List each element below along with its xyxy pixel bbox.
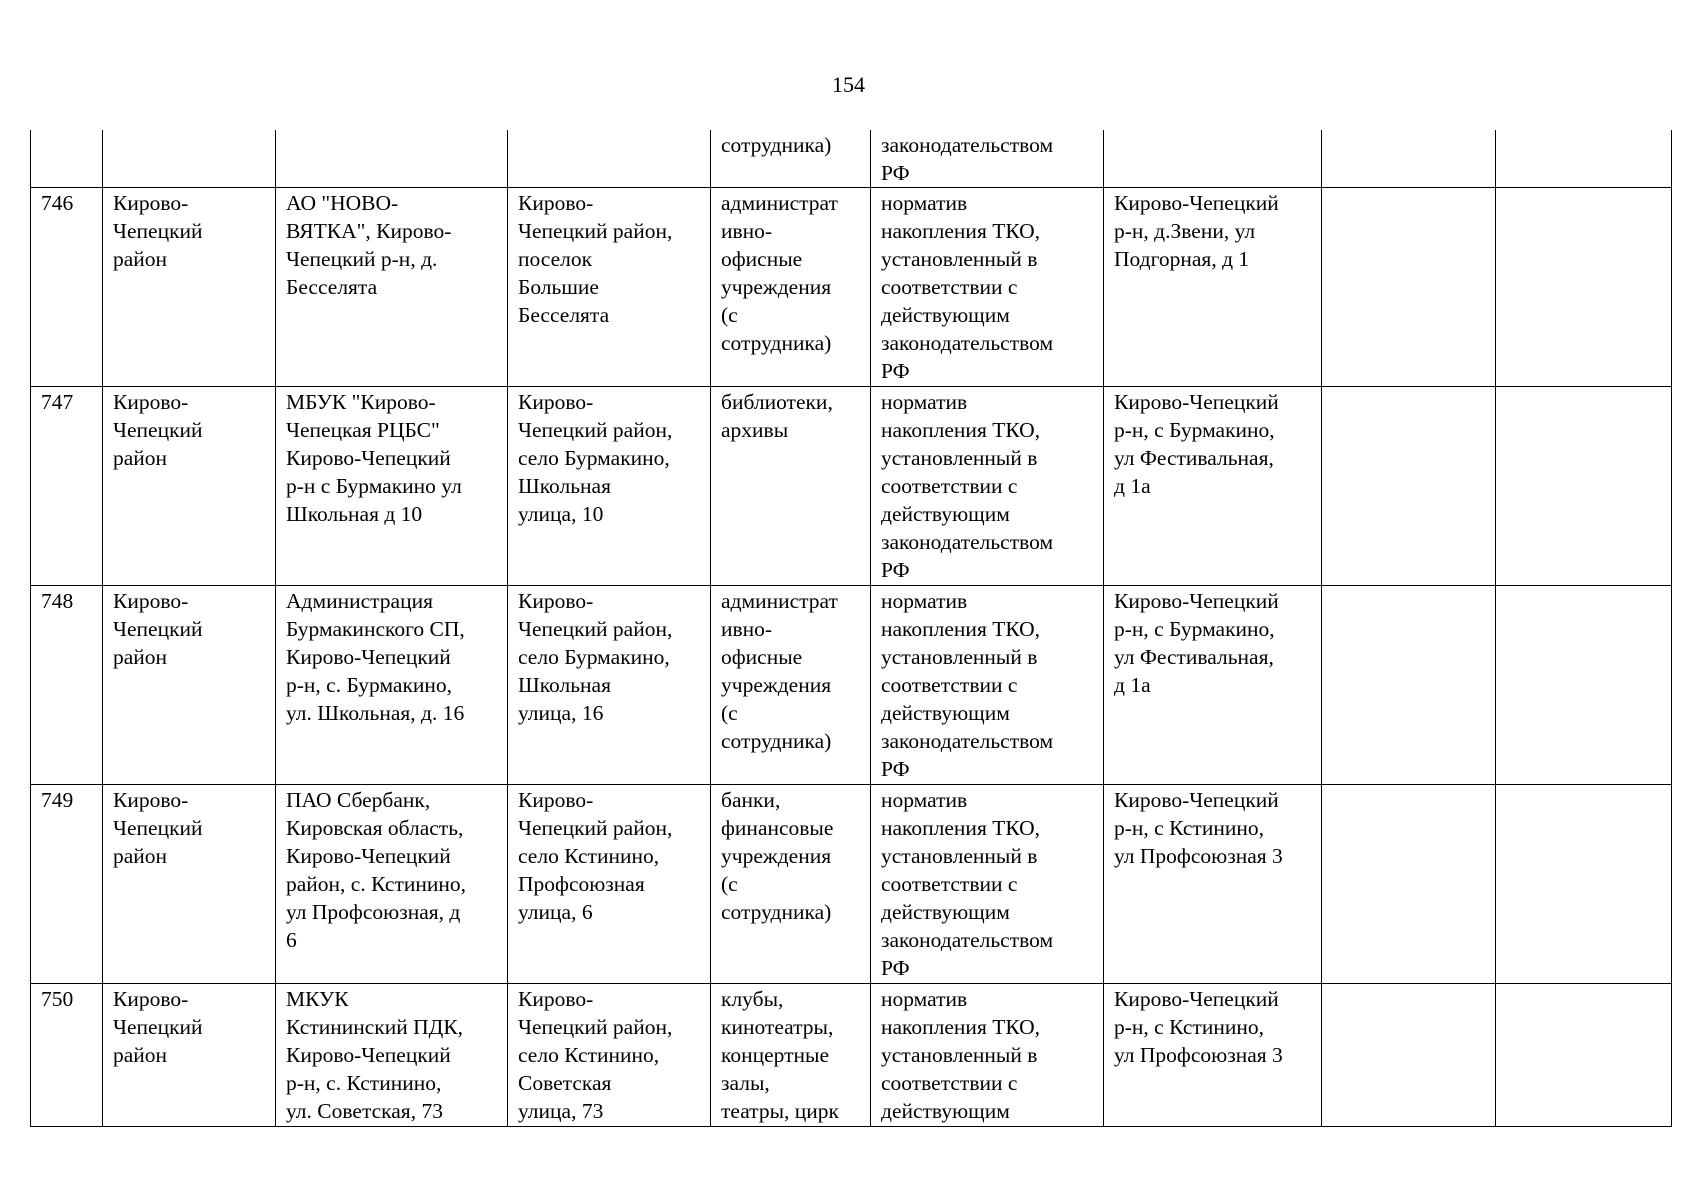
cell-category: администрат ивно- офисные учреждения (с сотрудника) [711, 586, 871, 785]
page-number: 154 [832, 72, 865, 97]
cell-category: клубы, кинотеатры, концертные залы, театры, цирк [711, 984, 871, 1127]
cell-number: 748 [31, 586, 103, 785]
cell-district: Кирово- Чепецкий район [103, 785, 276, 984]
cell-extra-1 [1322, 586, 1496, 785]
cell-address: Кирово- Чепецкий район, поселок Большие Бесселята [508, 188, 711, 387]
cell-extra-2 [1496, 586, 1672, 785]
cell-district: Кирово- Чепецкий район [103, 586, 276, 785]
table-row [31, 387, 1672, 586]
cell-number: 749 [31, 785, 103, 984]
cell-district [103, 130, 276, 188]
cell-norm: норматив накопления ТКО, установленный в соответствии с действующим законодательством РФ [871, 785, 1104, 984]
cell-site: Кирово-Чепецкий р-н, д.Звени, ул Подгорная, д 1 [1104, 188, 1322, 387]
cell-norm: норматив накопления ТКО, установленный в соответствии с действующим законодательством РФ [871, 387, 1104, 586]
cell-extra-1 [1322, 984, 1496, 1127]
cell-site: Кирово-Чепецкий р-н, с Кстинино, ул Профсоюзная 3 [1104, 984, 1322, 1127]
cell-site: Кирово-Чепецкий р-н, с Бурмакино, ул Фестивальная, д 1а [1104, 387, 1322, 586]
cell-category: банки, финансовые учреждения (с сотрудника) [711, 785, 871, 984]
cell-organization: МБУК "Кирово- Чепецкая РЦБС" Кирово-Чепецкий р-н с Бурмакино ул Школьная д 10 [276, 387, 508, 586]
cell-organization: ПАО Сбербанк, Кировская область, Кирово-Чепецкий район, с. Кстинино, ул Профсоюзная, д 6 [276, 785, 508, 984]
cell-category: библиотеки, архивы [711, 387, 871, 586]
cell-address: Кирово- Чепецкий район, село Бурмакино, Школьная улица, 10 [508, 387, 711, 586]
cell-category: сотрудника) [711, 130, 871, 188]
cell-extra-2 [1496, 387, 1672, 586]
cell-category: администрат ивно- офисные учреждения (с сотрудника) [711, 188, 871, 387]
cell-number: 747 [31, 387, 103, 586]
cell-norm: норматив накопления ТКО, установленный в соответствии с действующим законодательством РФ [871, 188, 1104, 387]
cell-extra-2 [1496, 130, 1672, 188]
table-row [31, 785, 1672, 984]
cell-norm: норматив накопления ТКО, установленный в соответствии с действующим законодательством РФ [871, 586, 1104, 785]
cell-extra-2 [1496, 984, 1672, 1127]
cell-site [1104, 130, 1322, 188]
cell-organization: Администрация Бурмакинского СП, Кирово-Чепецкий р-н, с. Бурмакино, ул. Школьная, д. 16 [276, 586, 508, 785]
cell-extra-2 [1496, 188, 1672, 387]
cell-organization: МКУК Кстининский ПДК, Кирово-Чепецкий р-н, с. Кстинино, ул. Советская, 73 [276, 984, 508, 1127]
cell-number: 750 [31, 984, 103, 1127]
cell-site: Кирово-Чепецкий р-н, с Бурмакино, ул Фестивальная, д 1а [1104, 586, 1322, 785]
cell-extra-1 [1322, 130, 1496, 188]
cell-address: Кирово- Чепецкий район, село Бурмакино, Школьная улица, 16 [508, 586, 711, 785]
table-row [31, 586, 1672, 785]
cell-number [31, 130, 103, 188]
cell-organization [276, 130, 508, 188]
cell-site: Кирово-Чепецкий р-н, с Кстинино, ул Профсоюзная 3 [1104, 785, 1322, 984]
table-row [31, 984, 1672, 1127]
cell-extra-1 [1322, 387, 1496, 586]
cell-district: Кирово- Чепецкий район [103, 984, 276, 1127]
cell-address: Кирово- Чепецкий район, село Кстинино, Советская улица, 73 [508, 984, 711, 1127]
cell-district: Кирово- Чепецкий район [103, 387, 276, 586]
cell-norm: норматив накопления ТКО, установленный в соответствии с действующим [871, 984, 1104, 1127]
cell-norm: законодательством РФ [871, 130, 1104, 188]
cell-district: Кирово- Чепецкий район [103, 188, 276, 387]
cell-organization: АО "НОВО- ВЯТКА", Кирово- Чепецкий р-н, д. Бесселята [276, 188, 508, 387]
cell-extra-1 [1322, 188, 1496, 387]
cell-number: 746 [31, 188, 103, 387]
table-row [31, 188, 1672, 387]
cell-extra-1 [1322, 785, 1496, 984]
table-row-continuation [31, 130, 1672, 188]
cell-address [508, 130, 711, 188]
cell-extra-2 [1496, 785, 1672, 984]
waste-sources-table [30, 130, 1672, 1127]
cell-address: Кирово- Чепецкий район, село Кстинино, Профсоюзная улица, 6 [508, 785, 711, 984]
